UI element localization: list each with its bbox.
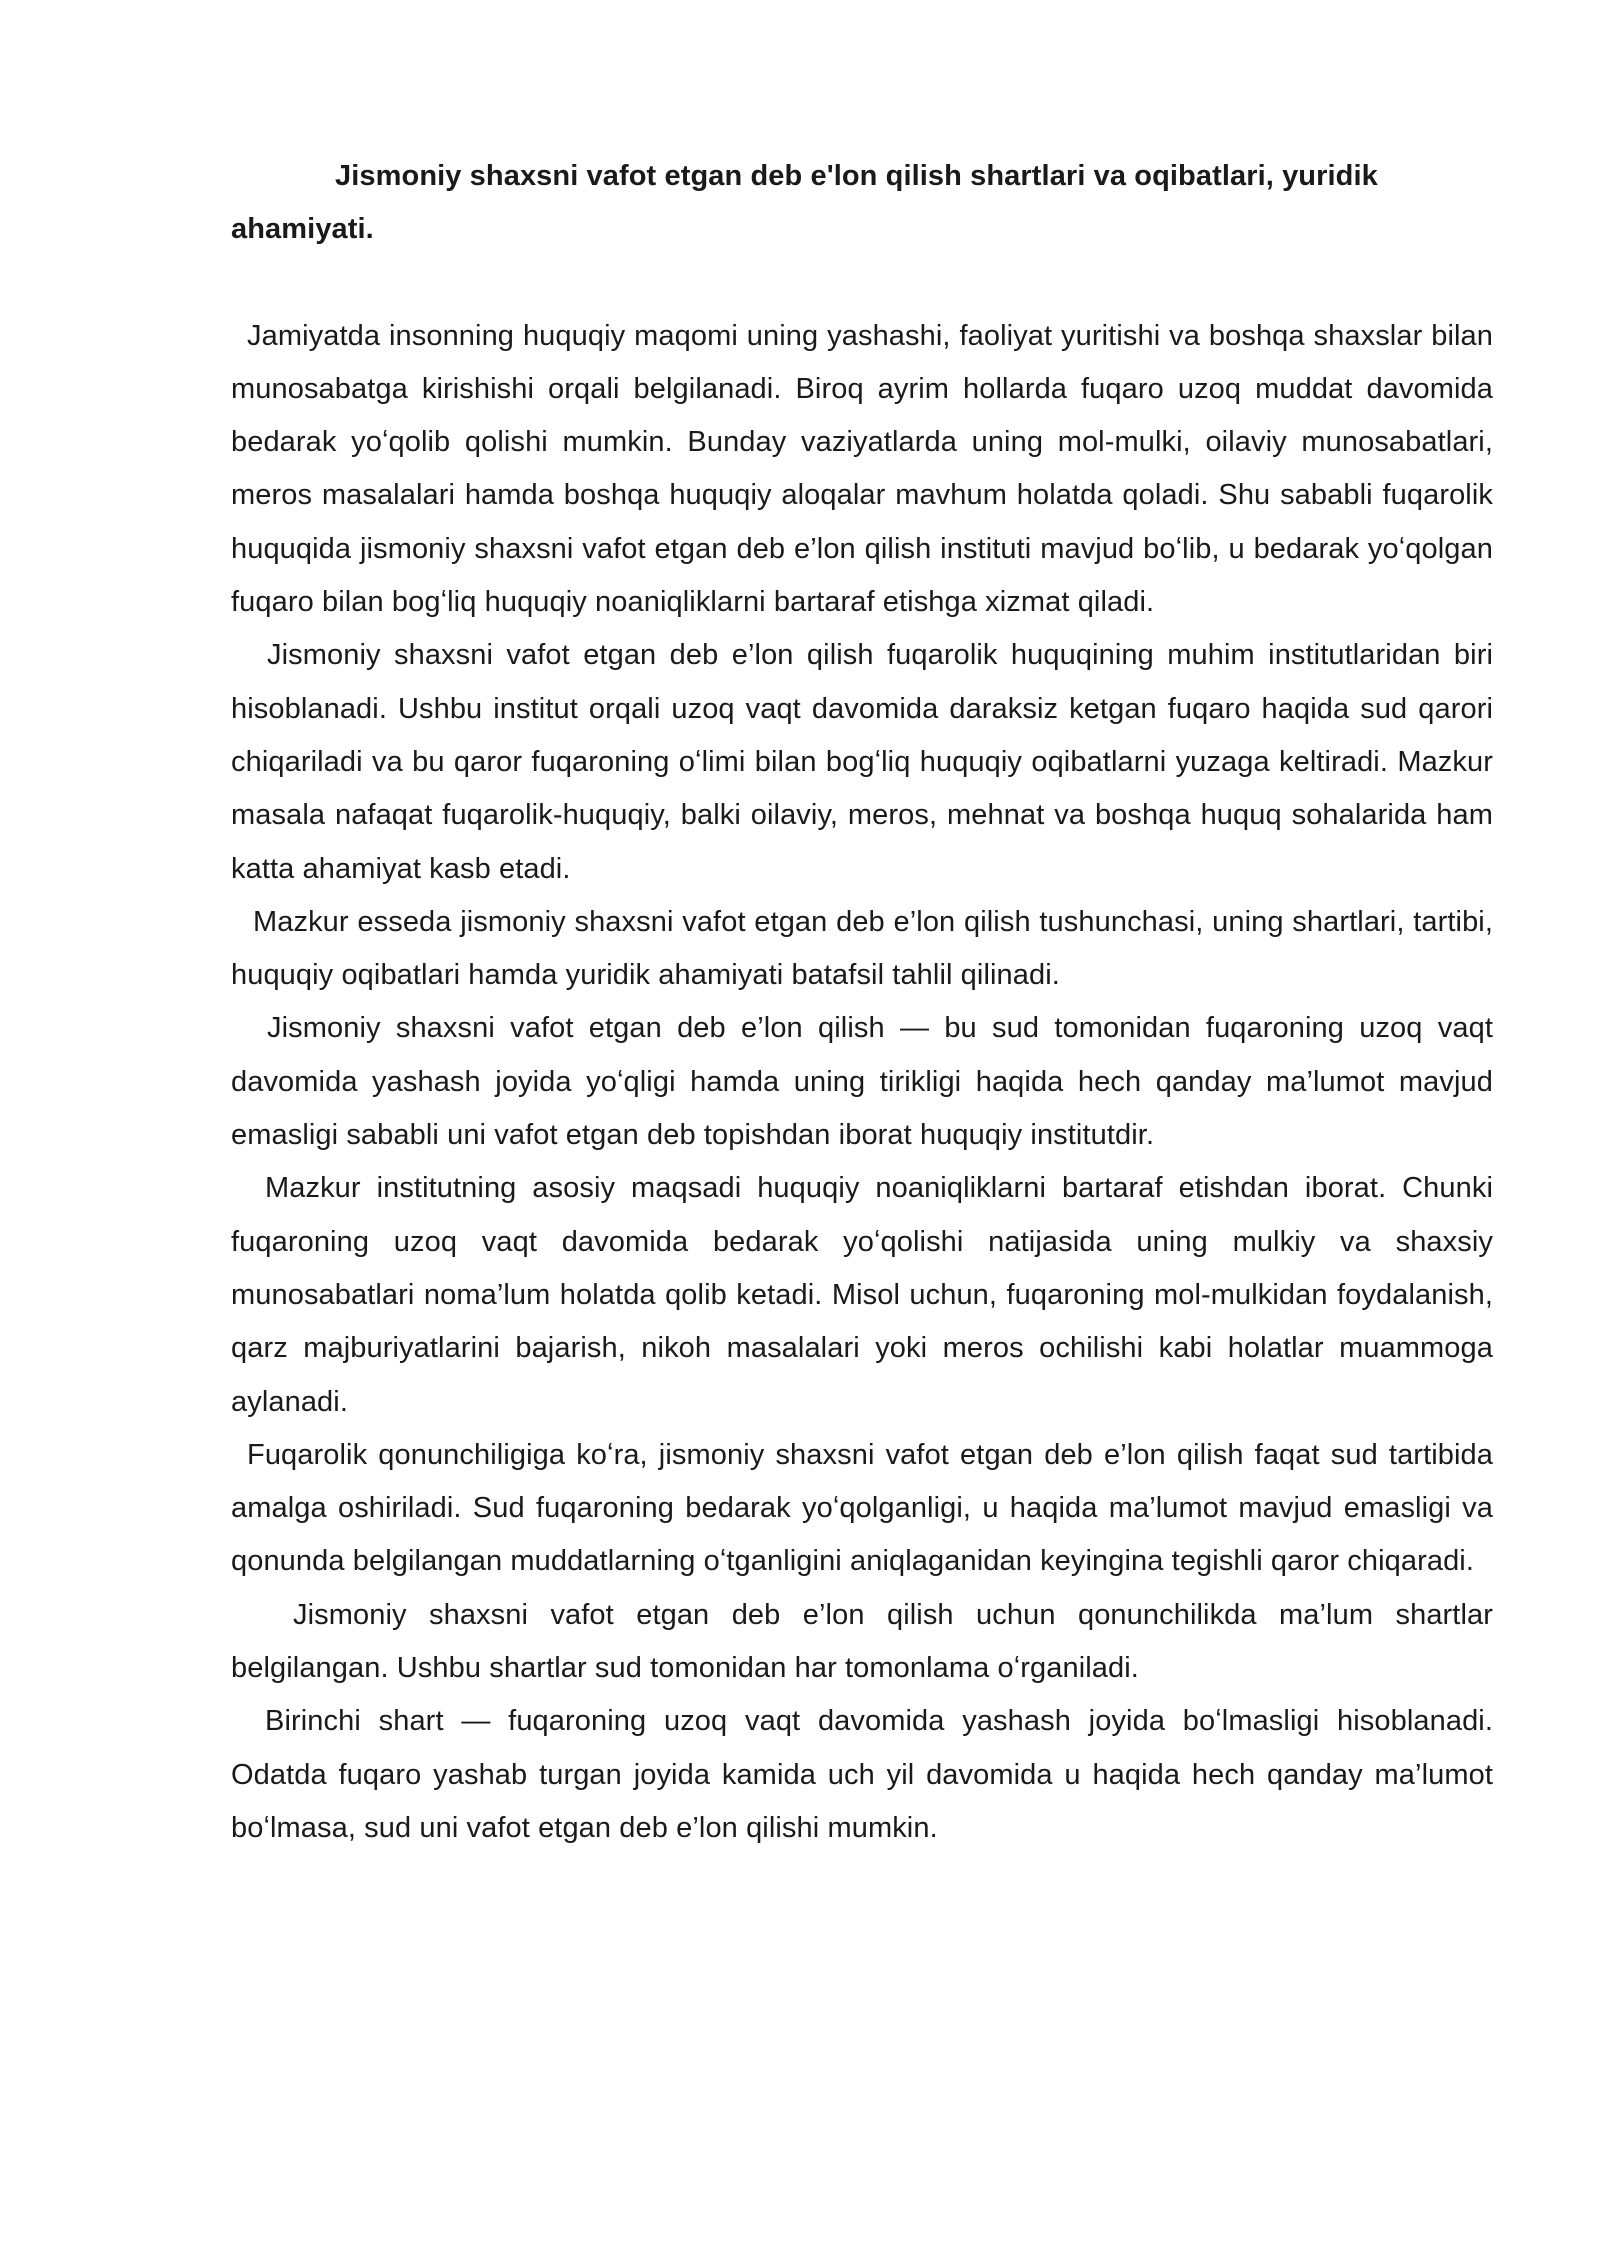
paragraph-list [231,310,1493,1856]
body-paragraph: Mazkur esseda jismoniy shaxsni vafot etgan deb e’lon qilish tushunchasi, uning shartlari, tartibi, huquqiy oqibatlari hamda yuridik ahamiyati batafsil tahlil qilinadi. [231,905,1493,992]
body-paragraph: Jismoniy shaxsni vafot etgan deb e’lon qilish — bu sud tomonidan fuqaroning uzoq vaqt davomida yashash joyida yoʻqligi hamda uning tirikligi haqida hech qanday ma’lumot mavjud emasligi sababli uni vafot etgan deb topishdan iborat huquqiy institutdir. [231,1012,1493,1152]
body-paragraph: Birinchi shart — fuqaroning uzoq vaqt davomida yashash joyida boʻlmasligi hisoblanadi. Odatda fuqaro yashab turgan joyida kamida uch yil davomida u haqida hech qanday ma’lumot boʻlmasa, sud uni vafot etgan deb e’lon qilishi mumkin. [231,1705,1493,1844]
body-paragraph: Fuqarolik qonunchiligiga koʻra, jismoniy shaxsni vafot etgan deb e’lon qilish faqat sud tartibida amalga oshiriladi. Sud fuqaroning bedarak yoʻqolganligi, u haqida ma’lumot mavjud emasligi va qonunda belgilangan muddatlarning oʻtganligini aniqlaganidan keyingina tegishli qaror chiqaradi. [231,1438,1493,1578]
document-title: Jismoniy shaxsni vafot etgan deb e'lon qilish shartlari va oqibatlari, yuridik ahamiyati. [231,160,1378,246]
body-paragraph: Jismoniy shaxsni vafot etgan deb e’lon qilish uchun qonunchilikda ma’lum shartlar belgilangan. Ushbu shartlar sud tomonidan har tomonlama oʻrganiladi. [231,1598,1493,1685]
body-paragraph: Jamiyatda insonning huquqiy maqomi uning yashashi, faoliyat yuritishi va boshqa shaxslar bilan munosabatga kirishishi orqali belgilanadi. Biroq ayrim hollarda fuqaro uzoq muddat davomida bedarak yoʻqolib qolishi mumkin. Bunday vaziyatlarda uning mol-mulki, oilaviy munosabatlari, meros masalalari hamda boshqa huquqiy aloqalar mavhum holatda qoladi. Shu sababli fuqarolik huquqida jismoniy shaxsni vafot etgan deb e’lon qilish instituti mavjud boʻlib, u bedarak yoʻqolgan fuqaro bilan bogʻliq huquqiy noaniqliklarni bartaraf etishga xizmat qiladi. [231,319,1493,619]
body-paragraph: Mazkur institutning asosiy maqsadi huquqiy noaniqliklarni bartaraf etishdan iborat. Chunki fuqaroning uzoq vaqt davomida bedarak yoʻqolishi natijasida uning mulkiy va shaxsiy munosabatlari noma’lum holatda qolib ketadi. Misol uchun, fuqaroning mol-mulkidan foydalanish, qarz majburiyatlarini bajarish, nikoh masalalari yoki meros ochilishi kabi holatlar muammoga aylanadi. [231,1172,1493,1418]
document-body [231,150,1493,1855]
body-paragraph: Jismoniy shaxsni vafot etgan deb e’lon qilish fuqarolik huquqining muhim institutlaridan biri hisoblanadi. Ushbu institut orqali uzoq vaqt davomida daraksiz ketgan fuqaro haqida sud qarori chiqariladi va bu qaror fuqaroning oʻlimi bilan bogʻliq huquqiy oqibatlarni yuzaga keltiradi. Mazkur masala nafaqat fuqarolik-huquqiy, balki oilaviy, meros, mehnat va boshqa huquq sohalarida ham katta ahamiyat kasb etadi. [231,639,1493,885]
